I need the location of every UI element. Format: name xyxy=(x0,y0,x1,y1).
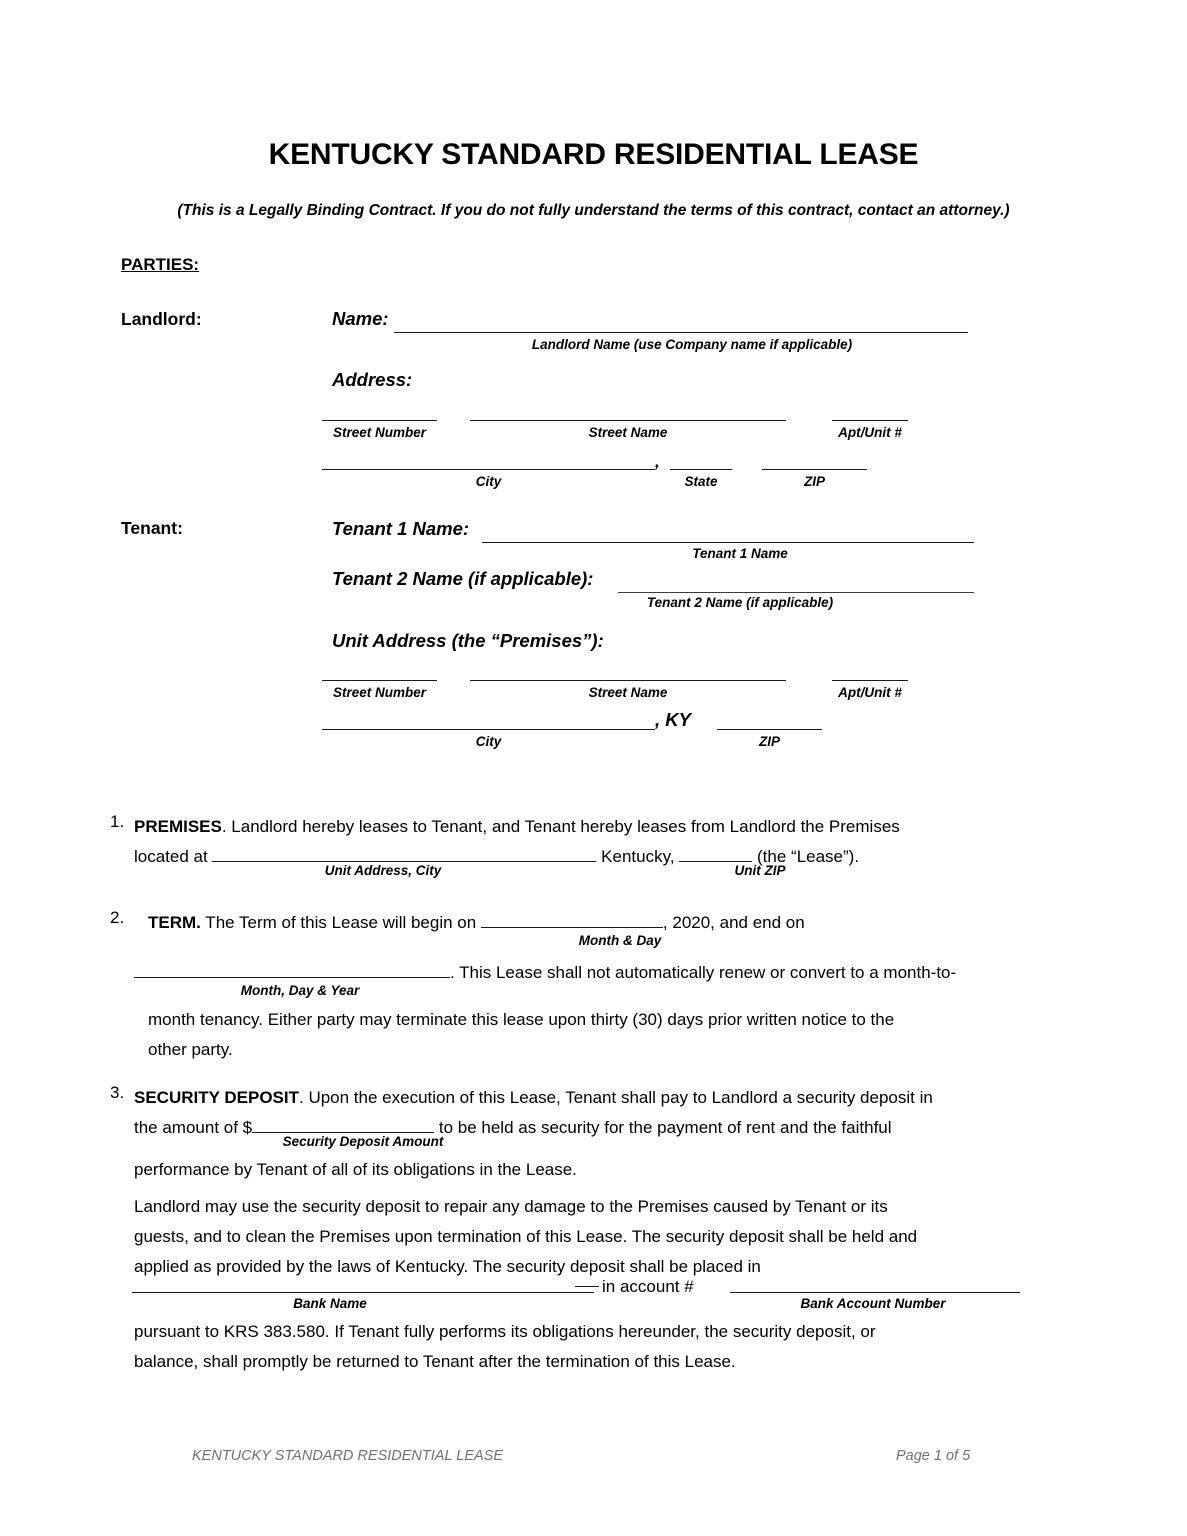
clause-2-text-2a: . This Lease shall not automatically renew or convert to a month-to- xyxy=(450,963,957,982)
landlord-street-number-input[interactable] xyxy=(322,420,437,421)
premises-street-name-caption: Street Name xyxy=(588,685,668,700)
clause-3-text-2b: to be held as security for the payment of rent and the faithful xyxy=(434,1118,892,1137)
landlord-apt-caption: Apt/Unit # xyxy=(838,425,902,440)
tenant-label: Tenant: xyxy=(121,518,183,538)
landlord-name-input[interactable] xyxy=(394,332,968,333)
premises-zip-caption: ZIP xyxy=(758,734,780,749)
premises-zip-input[interactable] xyxy=(717,729,822,730)
clause-3-caption-bank-account: Bank Account Number xyxy=(800,1296,946,1311)
clause-1-text-line1: . Landlord hereby leases to Tenant, and Tenant hereby leases from Landlord the Premises xyxy=(221,817,900,836)
unit-address-label: Unit Address (the “Premises”): xyxy=(332,630,604,651)
clause-1-heading: PREMISES xyxy=(134,817,222,836)
clause-3-paragraph-3 xyxy=(134,1317,1059,1377)
tenant1-name-input[interactable] xyxy=(482,542,974,543)
clause-3-para2-line1: Landlord may use the security deposit to repair any damage to the Premises caused by Tenant or its xyxy=(134,1197,888,1216)
premises-apt-input[interactable] xyxy=(832,680,908,681)
landlord-zip-caption: ZIP xyxy=(803,474,825,489)
bank-account-number-input[interactable] xyxy=(730,1292,1020,1293)
clause-3-caption-deposit-amount: Security Deposit Amount xyxy=(282,1134,444,1149)
term-end-month-day-year-input[interactable] xyxy=(134,977,450,978)
footer-document-name: KENTUCKY STANDARD RESIDENTIAL LEASE xyxy=(192,1448,504,1464)
clause-3-text-3: performance by Tenant of all of its obligations in the Lease. xyxy=(134,1160,577,1179)
landlord-city-caption: City xyxy=(475,474,502,489)
landlord-state-caption: State xyxy=(684,474,718,489)
clause-2-caption-month-day-year: Month, Day & Year xyxy=(240,983,360,998)
landlord-address-label: Address: xyxy=(332,369,413,390)
clause-3-paragraph-2 xyxy=(134,1192,1059,1282)
term-start-month-day-input[interactable] xyxy=(481,927,663,928)
clause-2-heading: TERM. xyxy=(148,913,201,932)
clause-2-number: 2. xyxy=(110,908,125,927)
landlord-city-input[interactable] xyxy=(322,469,655,470)
tenant2-name-label: Tenant 2 Name (if applicable): xyxy=(332,568,594,589)
clause-1-text-line2a: located at xyxy=(134,847,213,866)
premises-street-number-input[interactable] xyxy=(322,680,437,681)
clause-3-text-1: . Upon the execution of this Lease, Tenant shall pay to Landlord a security deposit in xyxy=(299,1088,933,1107)
clause-1-caption-unit-address: Unit Address, City xyxy=(324,863,442,878)
landlord-state-input[interactable] xyxy=(670,469,732,470)
clause-3-bank-mid-text: in account # xyxy=(602,1277,694,1296)
bank-name-input[interactable] xyxy=(132,1292,594,1293)
parties-heading: PARTIES: xyxy=(121,255,200,274)
clause-3-text-2a: the amount of $ xyxy=(134,1118,253,1137)
premises-city-caption: City xyxy=(475,734,502,749)
security-deposit-amount-input[interactable] xyxy=(252,1132,434,1133)
clause-1-number: 1. xyxy=(110,812,125,831)
landlord-name-caption: Landlord Name (use Company name if applicable) xyxy=(531,337,853,352)
clause-3-caption-bank-name: Bank Name xyxy=(293,1296,367,1311)
clause-2-term-tail xyxy=(148,1005,1063,1065)
landlord-street-name-caption: Street Name xyxy=(588,425,668,440)
landlord-apt-input[interactable] xyxy=(832,420,908,421)
landlord-street-name-input[interactable] xyxy=(470,420,786,421)
clause-2-text-3: month tenancy. Either party may terminate this lease upon thirty (30) days prior written notice to the xyxy=(148,1010,895,1029)
page-title: KENTUCKY STANDARD RESIDENTIAL LEASE xyxy=(268,138,919,171)
clause-3-para3-line2: balance, shall promptly be returned to Tenant after the termination of this Lease. xyxy=(134,1352,736,1371)
landlord-city-state-comma: , xyxy=(655,452,660,471)
bank-name-input-tail[interactable] xyxy=(575,1286,599,1287)
premises-unit-address-city-input[interactable] xyxy=(212,861,596,862)
premises-city-input[interactable] xyxy=(322,729,655,730)
clause-1-text-line2c: (the “Lease”). xyxy=(752,847,860,866)
clause-3-number: 3. xyxy=(110,1083,125,1102)
premises-street-number-caption: Street Number xyxy=(332,685,427,700)
clause-1-caption-unit-zip: Unit ZIP xyxy=(734,863,786,878)
landlord-zip-input[interactable] xyxy=(762,469,867,470)
footer-page-number: Page 1 of 5 xyxy=(896,1448,971,1464)
landlord-name-label: Name: xyxy=(332,308,389,329)
premises-state-fixed: , KY xyxy=(655,709,691,730)
clause-2-text-1a: The Term of this Lease will begin on xyxy=(200,913,481,932)
document-subtitle: (This is a Legally Binding Contract. If you do not fully understand the terms of this contract, contact an attorney.) xyxy=(177,202,1010,219)
premises-unit-zip-input[interactable] xyxy=(679,861,752,862)
landlord-label: Landlord: xyxy=(121,309,202,329)
clause-3-para2-line2: guests, and to clean the Premises upon termination of this Lease. The security deposit shall be held and xyxy=(134,1227,918,1246)
clause-1-text-line2b: Kentucky, xyxy=(596,847,680,866)
clause-3-para2-line3: applied as provided by the laws of Kentucky. The security deposit shall be placed in xyxy=(134,1257,761,1276)
premises-apt-caption: Apt/Unit # xyxy=(838,685,902,700)
premises-street-name-input[interactable] xyxy=(470,680,786,681)
clause-3-heading: SECURITY DEPOSIT xyxy=(134,1088,299,1107)
clause-3-para3-line1: pursuant to KRS 383.580. If Tenant fully performs its obligations hereunder, the security deposit, or xyxy=(134,1322,876,1341)
clause-2-text-1b: , 2020, and end on xyxy=(662,913,805,932)
landlord-street-number-caption: Street Number xyxy=(332,425,427,440)
tenant2-name-caption: Tenant 2 Name (if applicable) xyxy=(646,595,834,610)
tenant1-name-label: Tenant 1 Name: xyxy=(332,518,470,539)
clause-2-caption-month-day: Month & Day xyxy=(578,933,662,948)
tenant1-name-caption: Tenant 1 Name xyxy=(692,546,788,561)
clause-2-text-4: other party. xyxy=(148,1040,233,1059)
tenant2-name-input[interactable] xyxy=(618,592,974,593)
